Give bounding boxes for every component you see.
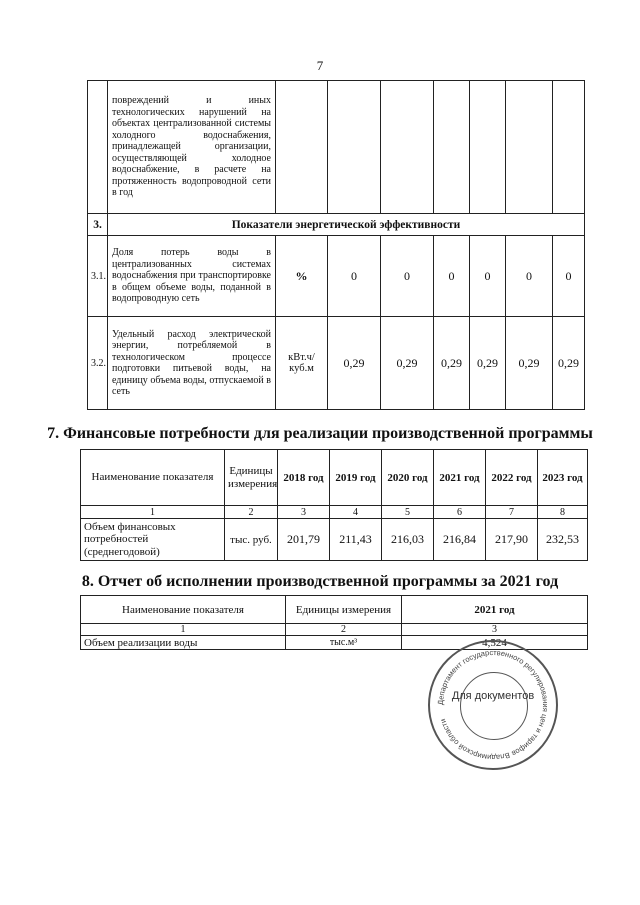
official-stamp xyxy=(428,640,558,770)
value-cell: 0,29 xyxy=(328,317,381,410)
row-label: Объем реализации воды xyxy=(81,636,286,650)
index-row xyxy=(81,624,588,636)
header-year: 2018 год xyxy=(278,450,330,506)
value-cell: 216,03 xyxy=(382,519,434,561)
index-cell: 3 xyxy=(278,506,330,519)
index-cell: 6 xyxy=(434,506,486,519)
header-row xyxy=(81,596,588,624)
header-name: Наименование показателя xyxy=(81,450,225,506)
value-cell: 217,90 xyxy=(486,519,538,561)
unit-cell: % xyxy=(276,236,328,317)
header-unit: Единицы измерения xyxy=(225,450,278,506)
row-number: 3.2. xyxy=(88,317,108,410)
header-year: 2022 год xyxy=(486,450,538,506)
stamp-ring-text: Департамент государственного регулирования цен и тарифов Владимирской области xyxy=(435,647,551,763)
value-cell: 0 xyxy=(381,236,434,317)
index-cell: 4 xyxy=(330,506,382,519)
value-cell: 216,84 xyxy=(434,519,486,561)
section-title: Показатели энергетической эффективности xyxy=(108,214,585,236)
unit-cell: тыс. руб. xyxy=(225,519,278,561)
row-label: Объем финансовых потребностей (среднегодовой) xyxy=(81,519,225,561)
value-cell: 4,524 xyxy=(402,636,588,650)
unit-cell: тыс.м³ xyxy=(286,636,402,650)
index-cell: 8 xyxy=(538,506,588,519)
value-cell: 0,29 xyxy=(553,317,585,410)
index-cell: 7 xyxy=(486,506,538,519)
section-row xyxy=(88,214,585,236)
section-7-heading: 7. Финансовые потребности для реализации производственной программы xyxy=(47,425,593,442)
header-year: 2023 год xyxy=(538,450,588,506)
unit-cell: кВт.ч/куб.м xyxy=(276,317,328,410)
header-row xyxy=(81,450,588,506)
indicator-description: повреждений и иных технологических нарушений на объектах централизованной системы холодного водоснабжения, принадлежащей организации, осуществляющей холодное водоснабжение, в расчете на протяженность водопроводной сети в год xyxy=(108,81,276,214)
indicator-description: Удельный расход электрической энергии, потребляемой в технологическом процессе подготовки питьевой воды, на единицу объема воды, отпускаемой в сеть xyxy=(108,317,276,410)
page-number: 7 xyxy=(316,58,324,73)
header-year: 2021 год xyxy=(434,450,486,506)
value-cell: 0 xyxy=(470,236,506,317)
section-8-heading: 8. Отчет об исполнении производственной программы за 2021 год xyxy=(81,573,559,590)
indicator-description: Доля потерь воды в централизованных системах водоснабжения при транспортировке в общем объеме воды, поданной в водопроводную сеть xyxy=(108,236,276,317)
table-row xyxy=(88,81,585,214)
value-cell: 232,53 xyxy=(538,519,588,561)
index-row xyxy=(81,506,588,519)
row-number: 3.1. xyxy=(88,236,108,317)
header-year: 2021 год xyxy=(402,596,588,624)
financial-needs-table xyxy=(80,449,588,561)
value-cell: 0,29 xyxy=(434,317,470,410)
header-year: 2020 год xyxy=(382,450,434,506)
index-cell: 2 xyxy=(286,624,402,636)
value-cell: 0,29 xyxy=(506,317,553,410)
stamp-center-text: Для документов xyxy=(451,690,535,702)
value-cell: 211,43 xyxy=(330,519,382,561)
index-cell: 2 xyxy=(225,506,278,519)
value-cell: 201,79 xyxy=(278,519,330,561)
header-unit: Единицы измерения xyxy=(286,596,402,624)
value-cell: 0 xyxy=(553,236,585,317)
table-row xyxy=(81,519,588,561)
value-cell: 0,29 xyxy=(470,317,506,410)
table-row xyxy=(88,317,585,410)
value-cell: 0 xyxy=(506,236,553,317)
table-row xyxy=(88,236,585,317)
header-year: 2019 год xyxy=(330,450,382,506)
header-name: Наименование показателя xyxy=(81,596,286,624)
index-cell: 3 xyxy=(402,624,588,636)
value-cell: 0 xyxy=(434,236,470,317)
section-number: 3. xyxy=(88,214,108,236)
value-cell: 0 xyxy=(328,236,381,317)
indicators-table xyxy=(87,80,585,410)
index-cell: 5 xyxy=(382,506,434,519)
index-cell: 1 xyxy=(81,506,225,519)
index-cell: 1 xyxy=(81,624,286,636)
value-cell: 0,29 xyxy=(381,317,434,410)
